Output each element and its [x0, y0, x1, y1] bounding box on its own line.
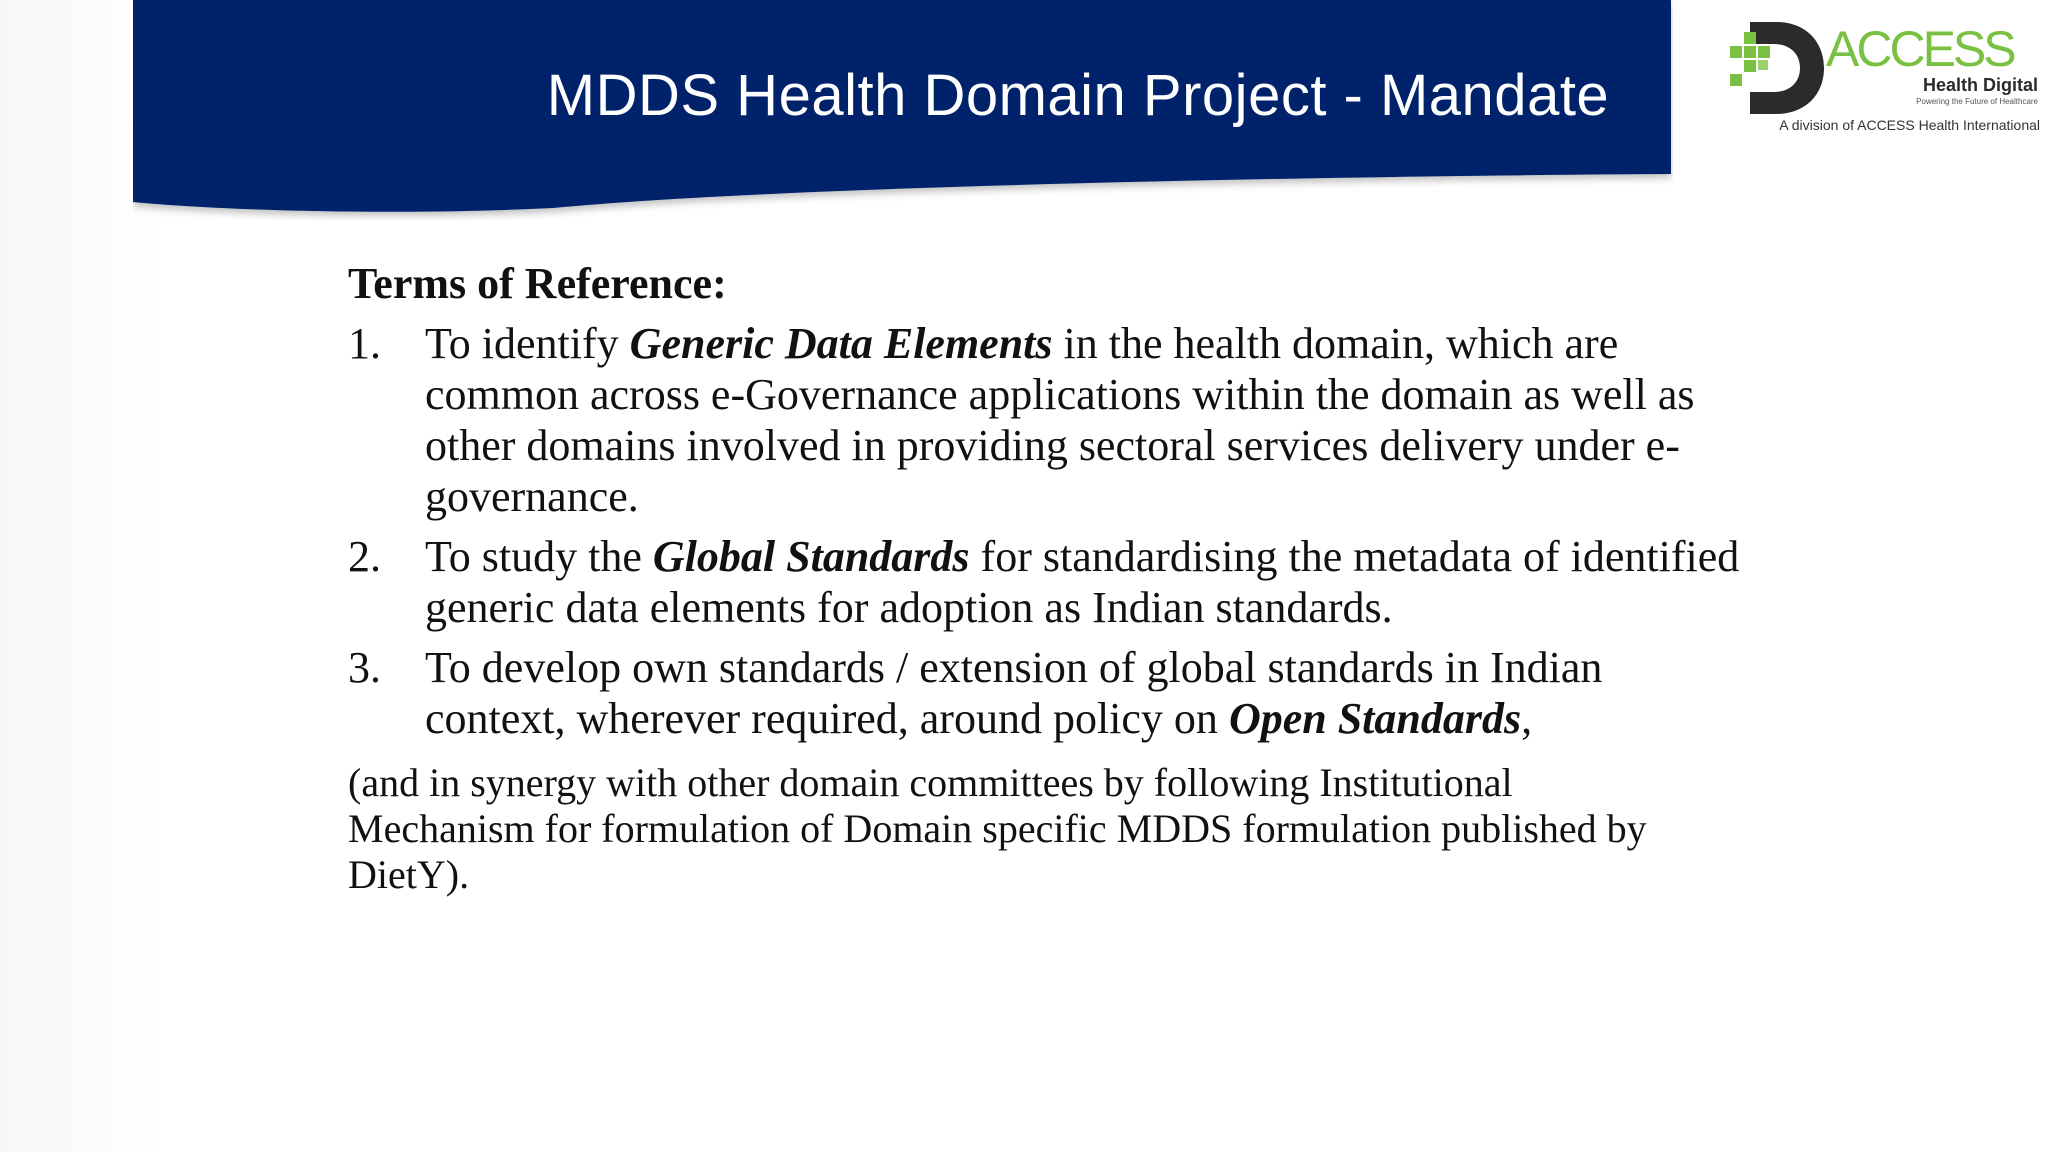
closing-note: (and in synergy with other domain committees by following Institutional Mechanism for formulation of Domain specific MDDS formulation published by DietY).	[348, 760, 1647, 897]
list-item	[348, 642, 1748, 744]
list-item-text: ,	[1521, 694, 1533, 743]
list-item-text: To study the	[425, 532, 653, 581]
terms-of-reference-heading: Terms of Reference:	[348, 259, 727, 308]
list-item-text: in the health domain, which are common across e-Governance applications within the domain as well as other domains involved in providing sectoral services delivery under e-governance.	[425, 319, 1695, 521]
list-item-number: 3.	[348, 643, 381, 692]
list-item-emphasis: Open Standards	[1228, 694, 1522, 743]
list-item-emphasis: Global Standards	[652, 532, 970, 581]
logo-brand-text: ACCESS	[1826, 21, 2014, 77]
list-item-emphasis: Generic Data Elements	[629, 319, 1053, 368]
list-item	[348, 318, 1748, 522]
list-item-text: for standardising the metadata of identified generic data elements for adoption as Indian standards.	[425, 532, 1740, 632]
list-item-number: 1.	[348, 319, 381, 368]
slide-body	[348, 258, 1748, 898]
list-item-text: To identify	[425, 319, 630, 368]
logo-sub-text: Health Digital	[1922, 75, 2038, 95]
logo-division-text: A division of ACCESS Health International	[1779, 117, 2040, 133]
list-item-text: To develop own standards / extension of global standards in Indian context, wherever required, around policy on	[425, 643, 1603, 743]
logo-tagline-text: Powering the Future of Healthcare	[1916, 97, 2038, 106]
access-health-digital-logo	[1728, 14, 2040, 132]
list-item-number: 2.	[348, 532, 381, 581]
list-item	[348, 531, 1748, 633]
slide-title: MDDS Health Domain Project - Mandate	[546, 63, 1610, 128]
